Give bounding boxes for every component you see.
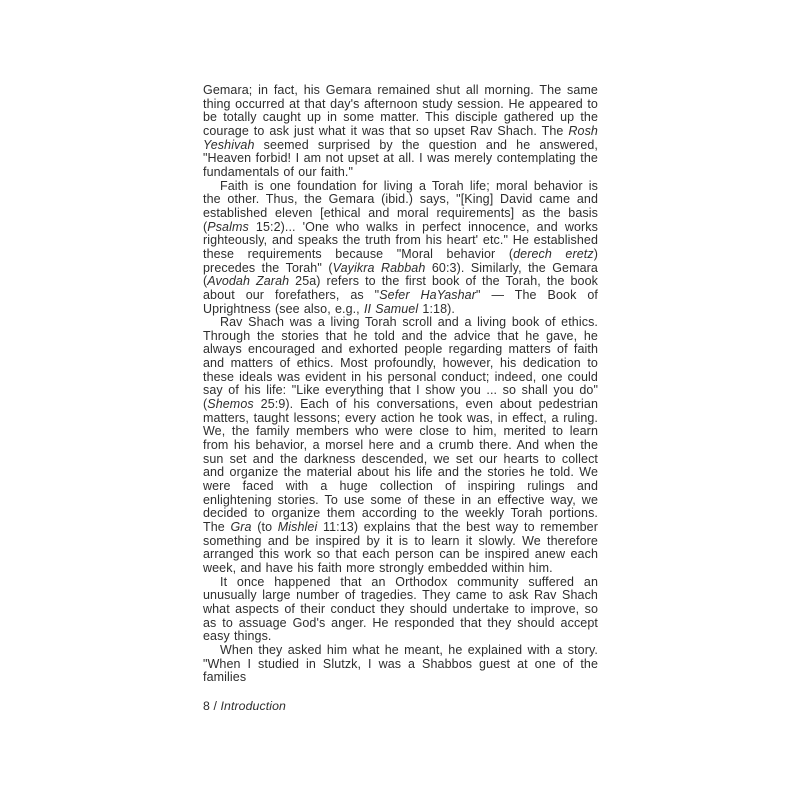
paragraph	[203, 316, 598, 575]
text-segment: 11:13) explains that the best way to remember something and be inspired by it is to learn it slowly. We therefore arranged this work so that each person can be inspired anew each week, and have his faith more strongly embedded within him.	[203, 520, 598, 575]
paragraph	[203, 180, 598, 317]
italic-text-segment: II Samuel	[363, 301, 419, 316]
text-segment: ) precedes the Torah" (	[203, 246, 598, 275]
text-segment: 60:3). Similarly, the Gemara (	[203, 260, 598, 289]
italic-text-segment: Vayikra Rabbah	[332, 260, 426, 275]
text-segment: seemed surprised by the question and he answered, "Heaven forbid! I am not upset at all. I was merely contemplating the fundamentals of our faith."	[203, 137, 598, 179]
text-segment: " — The Book of Uprightness (see also, e.g.,	[203, 287, 598, 316]
italic-text-segment: Mishlei	[277, 520, 318, 534]
text-segment: 15:2)... 'One who walks in perfect innocence, and works righteously, and speaks the truth from his heart' etc." He established these requirements because "Moral behavior (	[203, 219, 598, 261]
text-segment: Rav Shach was a living Torah scroll and a living book of ethics. Through the stories that he told and the advice that he gave, he always encouraged and exhorted people regarding matters of faith and matters of ethics. Most profoundly, however, his dedication to these ideals was evident in his personal conduct; indeed, one could say of his life: "Like everything that I show you ... so shall you do" (	[203, 315, 598, 412]
text-segment: 25a) refers to the first book of the Torah, the book about our forefathers, as "	[203, 274, 598, 302]
paragraph	[203, 644, 598, 685]
italic-text-segment: derech eretz	[513, 246, 594, 261]
italic-text-segment: Rosh Yeshivah	[203, 123, 598, 152]
page-footer	[203, 700, 286, 714]
page-text	[203, 84, 598, 685]
paragraph	[203, 84, 598, 180]
italic-text-segment: Psalms	[207, 219, 249, 234]
italic-text-segment: Avodah Zarah	[207, 274, 290, 289]
italic-text-segment: Shemos	[207, 397, 254, 412]
italic-text-segment: Sefer HaYashar	[379, 287, 476, 302]
paragraph	[203, 576, 598, 644]
footer-separator: /	[209, 699, 221, 713]
text-segment: 1:18).	[418, 301, 455, 316]
text-segment: Faith is one foundation for living a Torah life; moral behavior is the other. Thus, the Gemara (ibid.) says, "[King] David came and established eleven [ethical and moral requirements] as the basis (	[203, 178, 598, 234]
text-segment: It once happened that an Orthodox community suffered an unusually large number of tragedies. They came to ask Rav Shach what aspects of their conduct they should undertake to improve, so as to assuage God's anger. He responded that they should accept easy things.	[203, 574, 598, 644]
text-segment: 25:9). Each of his conversations, even about pedestrian matters, taught lessons; every action he took was, in effect, a ruling. We, the family members who were close to him, merited to learn from his behavior, a morsel here and a crumb there. And when the sun set and the darkness descended, we set our hearts to collect and organize the material about his life and the stories he told. We were faced with a huge collection of inspiring rulings and enlightening stories. To use some of these in an effective way, we decided to organize them according to the weekly Torah portions. The	[203, 397, 598, 534]
italic-text-segment: Gra	[230, 520, 252, 534]
text-segment: When they asked him what he meant, he explained with a story. "When I studied in Slutzk, I was a Shabbos guest at one of the families	[203, 642, 598, 685]
text-segment: Gemara; in fact, his Gemara remained shut all morning. The same thing occurred at that day's afternoon study session. He appeared to be totally caught up in some matter. This disciple gathered up the courage to ask just what it was that so upset Rav Shach. The	[203, 83, 598, 138]
text-segment: (to	[251, 520, 278, 534]
footer-section-title: Introduction	[220, 699, 286, 713]
footer-page-number: 8	[203, 699, 210, 713]
